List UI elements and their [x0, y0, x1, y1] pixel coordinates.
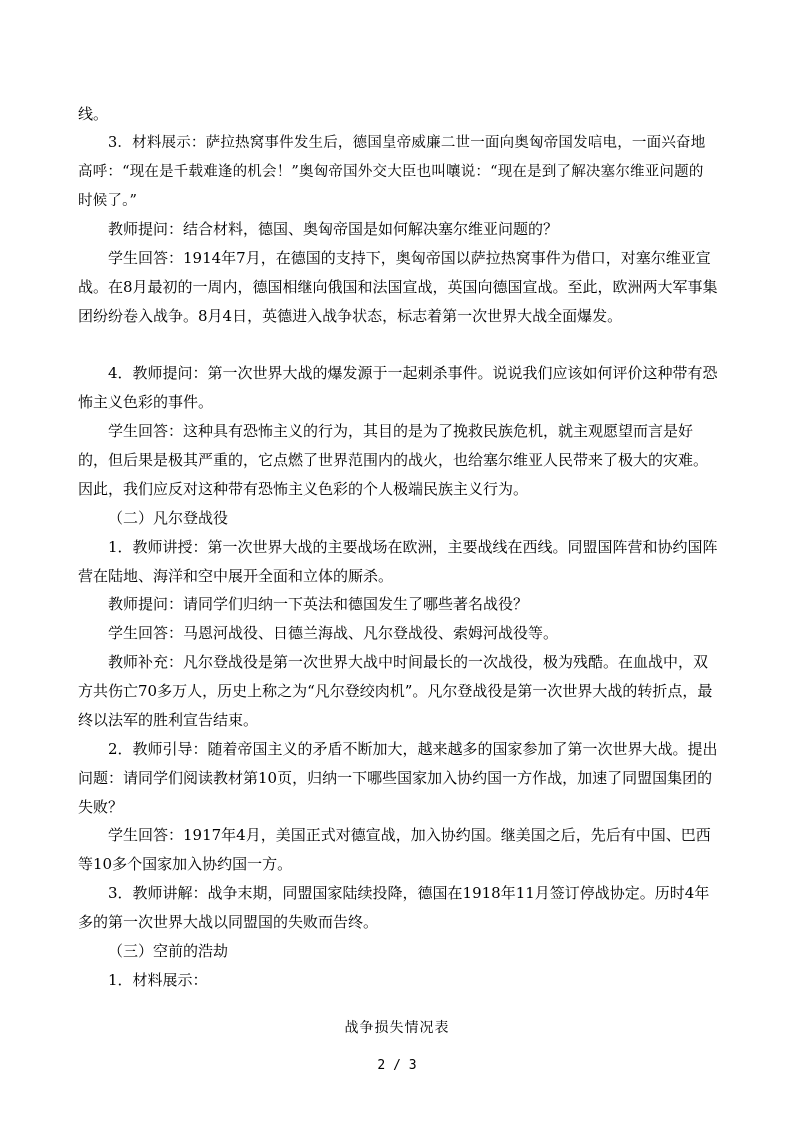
paragraph-student-answer-battles: 学生回答：马恩河战役、日德兰海战、凡尔登战役、索姆河战役等。: [108, 624, 559, 642]
paragraph-material-show: 1．材料展示：: [108, 971, 208, 989]
page-number: 2 / 3: [377, 1058, 417, 1073]
paragraph-student-answer-1917: 学生回答：1917年4月，美国正式对德宣战，加入协约国。继美国之后，先后有中国、巴西等10多个国家加入协约国一方。: [78, 826, 711, 873]
paragraph-teacher-explain: 3．教师讲解：战争末期，同盟国家陆续投降，德国在1918年11月签订停战协定。历时4年多的第一次世界大战以同盟国的失败而告终。: [78, 884, 710, 931]
paragraph-teacher-question-battles: 教师提问：请同学们归纳一下英法和德国发生了哪些著名战役？: [108, 595, 529, 613]
paragraph-teacher-guide: 2．教师引导：随着帝国主义的矛盾不断加大，越来越多的国家参加了第一次世界大战。提出问题：请同学们阅读教材第10页，归纳一下哪些国家加入协约国一方作战，加速了同盟国集团的失败？: [78, 740, 718, 816]
paragraph-teacher-question: 教师提问：结合材料，德国、奥匈帝国是如何解决塞尔维亚问题的？: [108, 220, 559, 238]
paragraph-teacher-lecture: 1．教师讲授：第一次世界大战的主要战场在欧洲，主要战线在西线。同盟国阵营和协约国阵营在陆地、海洋和空中展开全面和立体的厮杀。: [78, 538, 718, 585]
section-heading-catastrophe: （三）空前的浩劫: [108, 942, 229, 960]
paragraph-student-answer-terror: 学生回答：这种具有恐怖主义的行为，其目的是为了挽救民族危机，就主观愿望而言是好的，但后果是极其严重的，它点燃了世界范围内的战火，也给塞尔维亚人民带来了极大的灾难。因此，我们应反对这种带有恐怖主义色彩的个人极端民族主义行为。: [78, 422, 709, 498]
paragraph-student-answer-1914: 学生回答：1914年7月，在德国的支持下，奥匈帝国以萨拉热窝事件为借口，对塞尔维亚宣战。在8月最初的一周内，德国相继向俄国和法国宣战，英国向德国宣战。至此，欧洲两大军事集团纷纷卷入战争。8月4日，英德进入战争状态，标志着第一次世界大战全面爆发。: [78, 249, 718, 325]
paragraph-continuation: 线。: [78, 105, 109, 123]
paragraph-teacher-supplement: 教师补充：凡尔登战役是第一次世界大战中时间最长的一次战役，极为残酷。在血战中，双方共伤亡70多万人，历史上称之为“凡尔登绞肉机”。凡尔登战役是第一次世界大战的转折点，最终以法军的胜利宣告结束。: [78, 653, 713, 729]
table-caption: 战争损失情况表: [344, 1020, 450, 1036]
section-heading-verdun: （二）凡尔登战役: [108, 509, 229, 527]
paragraph-material-3: 3．材料展示：萨拉热窝事件发生后，德国皇帝威廉二世一面向奥匈帝国发唁电，一面兴奋地高呼：“现在是千载难逢的机会！”奥匈帝国外交大臣也叫嚷说：“现在是到了解决塞尔维亚问题的时候了。”: [78, 135, 706, 209]
paragraph-teacher-question-4: 4．教师提问：第一次世界大战的爆发源于一起刺杀事件。说说我们应该如何评价这种带有恐怖主义色彩的事件。: [78, 364, 718, 411]
